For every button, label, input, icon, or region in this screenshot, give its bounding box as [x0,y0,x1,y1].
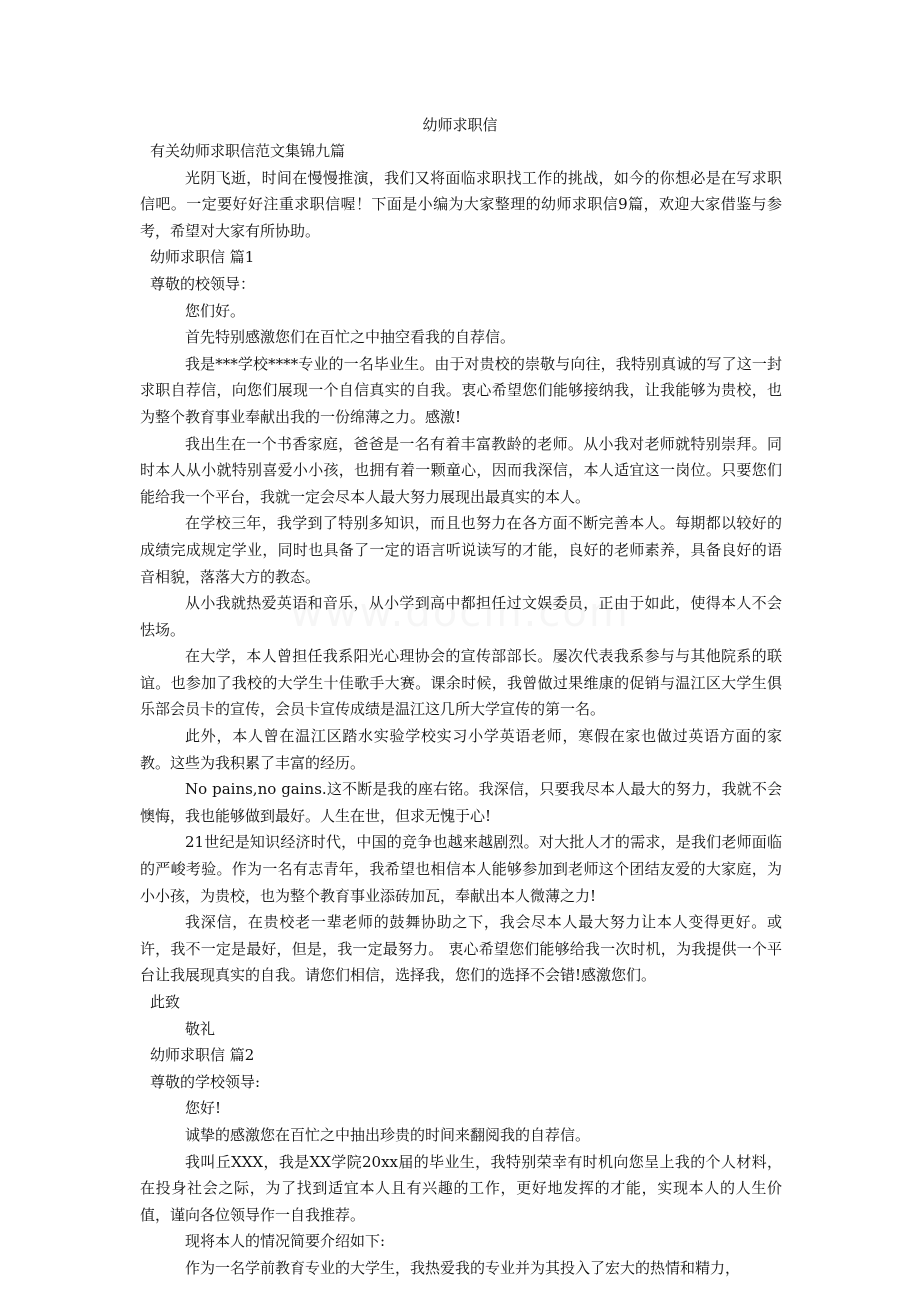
paragraph: 现将本人的情况简要介绍如下: [185,1232,386,1251]
document-title: 幼师求职信 [422,116,498,134]
paragraph: 幼师求职信 篇2 [150,1046,255,1065]
paragraph: 尊敬的学校领导: [150,1072,261,1091]
paragraph: 您好! [185,1099,222,1118]
paragraph: 尊敬的校领导： [150,274,256,293]
paragraph: 我是***学校****专业的一名毕业生。由于对贵校的崇敬与向往，我特别真诚的写了这一封求职自荐信，向您们展现一个自信真实的自我。衷心希望您们能够接纳我，让我能够为贵校，也为整个教育事业奉献出我的一份绵薄之力。感激! [140,354,782,426]
paragraph: No pains,no gains.这不断是我的座右铭。我深信，只要我尽本人最大的努力，我就不会懊悔，我也能够做到最好。人生在世，但求无愧于心! [140,780,782,825]
paragraph: 我出生在一个书香家庭，爸爸是一名有着丰富教龄的老师。从小我对老师就特别崇拜。同时本人从小就特别喜爱小小孩，也拥有着一颗童心，因而我深信，本人适宜这一岗位。只要您们能给我一个平台，我就一定会尽本人最大努力展现出最真实的本人。 [140,434,782,506]
paragraph: 幼师求职信 篇1 [150,248,255,267]
document-subtitle: 有关幼师求职信范文集锦九篇 [150,142,346,160]
paragraph: 我叫丘XXX，我是XX学院20xx届的毕业生，我特别荣幸有时机向您呈上我的个人材料，在投身社会之际，为了找到适宜本人且有兴趣的工作，更好地发挥的才能，实现本人的人生价值，谨向各位领导作一自我推荐。 [140,1152,782,1224]
document-body [140,138,782,1282]
paragraph: 在学校三年，我学到了特别多知识，而且也努力在各方面不断完善本人。每期都以较好的成绩完成规定学业，同时也具备了一定的语言听说读写的才能，良好的老师素养，具备良好的语音相貌，落落大方的教态。 [140,514,782,586]
paragraph: 敬礼 [185,1019,216,1038]
paragraph: 此外，本人曾在温江区踏水实验学校实习小学英语老师，寒假在家也做过英语方面的家教。这些为我积累了丰富的经历。 [140,727,782,772]
paragraph: 光阴飞逝，时间在慢慢推演，我们又将面临求职找工作的挑战，如今的你想必是在写求职信吧。一定要好好注重求职信喔！下面是小编为大家整理的幼师求职信9篇，欢迎大家借鉴与参考，希望对大家有所协助。 [140,168,782,240]
paragraph: 诚挚的感激您在百忙之中抽出珍贵的时间来翻阅我的自荐信。 [185,1125,591,1144]
paragraph: 此致 [150,993,181,1011]
paragraph: 在大学，本人曾担任我系阳光心理协会的宣传部部长。屡次代表我系参与与其他院系的联谊。也参加了我校的大学生十佳歌手大赛。课余时候，我曾做过果维康的促销与温江区大学生俱乐部会员卡的宣传，会员卡宣传成绩是温江这几所大学宣传的第一名。 [140,647,782,719]
paragraph: 我深信，在贵校老一辈老师的鼓舞协助之下，我会尽本人最大努力让本人变得更好。或许，我不一定是最好，但是，我一定最努力。 衷心希望您们能够给我一次时机，为我提供一个平台让我展现真实的自我。请您们相信，选择我，您们的选择不会错!感激您们。 [140,913,782,985]
paragraph: 首先特别感激您们在百忙之中抽空看我的自荐信。 [185,328,516,347]
paragraph: 作为一名学前教育专业的大学生，我热爱我的专业并为其投入了宏大的热情和精力， [185,1258,741,1277]
paragraph: 21世纪是知识经济时代，中国的竞争也越来越剧烈。对大批人才的需求，是我们老师面临的严峻考验。作为一名有志青年，我希望也相信本人能够参加到老师这个团结友爱的大家庭，为小小孩，为贵校，也为整个教育事业添砖加瓦，奉献出本人微薄之力! [140,833,782,905]
paragraph: 您们好。 [185,301,246,320]
paragraph: 从小我就热爱英语和音乐，从小学到高中都担任过文娱委员，正由于如此，使得本人不会怯场。 [140,594,782,639]
